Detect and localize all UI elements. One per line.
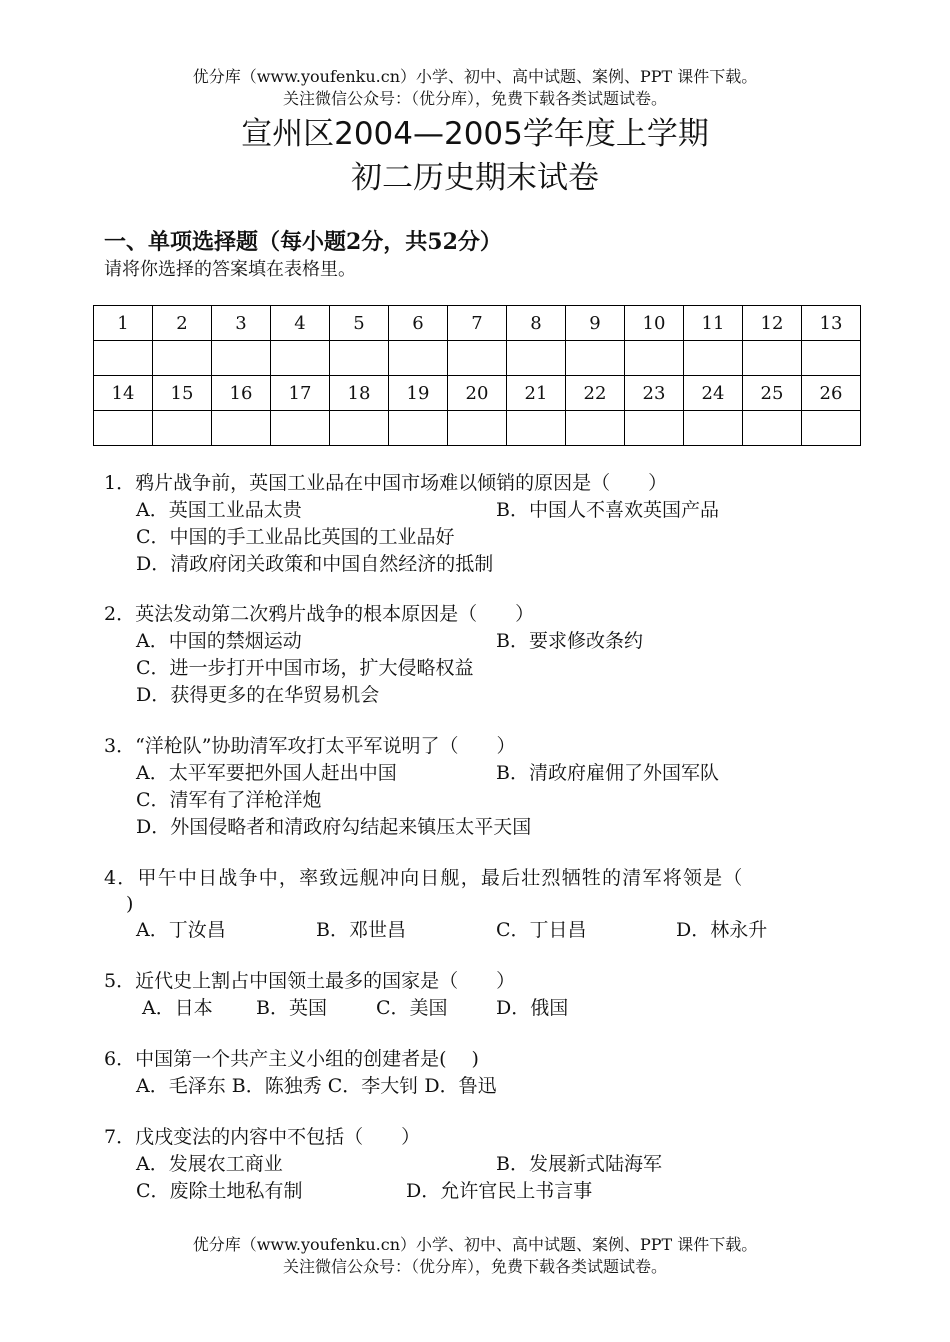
answer-cell[interactable]	[389, 341, 448, 376]
option-b: B．清政府雇佣了外国军队	[496, 762, 719, 784]
answer-number: 9	[566, 306, 625, 341]
option-a: A．中国的禁烟运动	[136, 630, 302, 652]
answer-cell[interactable]	[507, 341, 566, 376]
answer-number-row	[94, 376, 861, 411]
exam-title-line-1: 宣州区2004—2005学年度上学期	[241, 116, 709, 152]
answer-cell[interactable]	[153, 341, 212, 376]
answer-cell[interactable]	[271, 341, 330, 376]
option-b: B．英国	[256, 997, 327, 1019]
option-d: D．林永升	[676, 919, 768, 941]
footer-line-1: 优分库（www.youfenku.cn）小学、初中、高中试题、案例、PPT 课件下载。	[192, 1235, 758, 1254]
answer-number: 20	[448, 376, 507, 411]
answer-blank-row	[94, 411, 861, 446]
answer-number: 10	[625, 306, 684, 341]
option-a: A．英国工业品太贵	[136, 499, 302, 521]
answer-number: 6	[389, 306, 448, 341]
answer-cell[interactable]	[684, 341, 743, 376]
answer-number: 2	[153, 306, 212, 341]
option-a: A．太平军要把外国人赶出中国	[136, 762, 397, 784]
answer-number: 11	[684, 306, 743, 341]
option-c: C．美国	[376, 997, 448, 1019]
answer-cell[interactable]	[330, 411, 389, 446]
answer-cell[interactable]	[271, 411, 330, 446]
option-c: C．清军有了洋枪洋炮	[136, 789, 322, 811]
answer-cell[interactable]	[802, 341, 861, 376]
answer-number-row	[94, 306, 861, 341]
answer-table	[93, 305, 861, 446]
question-stem: 6．中国第一个共产主义小组的创建者是( )	[104, 1048, 479, 1070]
answer-number: 23	[625, 376, 684, 411]
answer-cell[interactable]	[566, 411, 625, 446]
answer-number: 1	[94, 306, 153, 341]
answer-number: 8	[507, 306, 566, 341]
option-c: C．中国的手工业品比英国的工业品好	[136, 526, 455, 548]
option-a: A．日本	[142, 997, 213, 1019]
answer-number: 3	[212, 306, 271, 341]
answer-cell[interactable]	[743, 341, 802, 376]
option-d: D．获得更多的在华贸易机会	[136, 684, 380, 706]
answer-number: 14	[94, 376, 153, 411]
answer-number: 24	[684, 376, 743, 411]
question-stem: 4．甲午中日战争中，率致远舰冲向日舰，最后壮烈牺牲的清军将领是（	[104, 867, 744, 889]
question-stem-continued: )	[126, 893, 134, 915]
answer-cell[interactable]	[802, 411, 861, 446]
answer-cell[interactable]	[212, 341, 271, 376]
answer-number: 22	[566, 376, 625, 411]
option-d: D．清政府闭关政策和中国自然经济的抵制	[136, 553, 494, 575]
option-a: A．发展农工商业	[136, 1153, 283, 1175]
answer-cell[interactable]	[625, 411, 684, 446]
answer-blank-row	[94, 341, 861, 376]
option-b: B．中国人不喜欢英国产品	[496, 499, 719, 521]
question-stem: 7．戊戌变法的内容中不包括（ ）	[104, 1126, 421, 1148]
answer-cell[interactable]	[448, 411, 507, 446]
question-stem: 3．“洋枪队”协助清军攻打太平军说明了（ ）	[104, 735, 516, 757]
answer-cell[interactable]	[566, 341, 625, 376]
answer-number: 18	[330, 376, 389, 411]
answer-cell[interactable]	[94, 341, 153, 376]
answer-cell[interactable]	[94, 411, 153, 446]
answer-cell[interactable]	[684, 411, 743, 446]
page-header	[0, 66, 950, 110]
option-d: D．外国侵略者和清政府勾结起来镇压太平天国	[136, 816, 532, 838]
section-title: 一、单项选择题（每小题2分，共52分）	[104, 229, 502, 255]
answer-cell[interactable]	[330, 341, 389, 376]
answer-number: 17	[271, 376, 330, 411]
question-stem: 2．英法发动第二次鸦片战争的根本原因是（ ）	[104, 603, 535, 625]
option-a: A．丁汝昌	[136, 919, 226, 941]
answer-number: 7	[448, 306, 507, 341]
option-b: B．邓世昌	[316, 919, 406, 941]
header-line-1: 优分库（www.youfenku.cn）小学、初中、高中试题、案例、PPT 课件下载。	[192, 67, 758, 86]
answer-cell[interactable]	[743, 411, 802, 446]
answer-number: 19	[389, 376, 448, 411]
options-line: A．毛泽东 B．陈独秀 C．李大钊 D．鲁迅	[136, 1075, 497, 1097]
page-footer	[0, 1234, 950, 1278]
answer-cell[interactable]	[389, 411, 448, 446]
answer-number: 15	[153, 376, 212, 411]
answer-cell[interactable]	[448, 341, 507, 376]
option-c: C．进一步打开中国市场，扩大侵略权益	[136, 657, 474, 679]
question-stem: 5．近代史上割占中国领土最多的国家是（ ）	[104, 970, 516, 992]
answer-number: 4	[271, 306, 330, 341]
option-d: D．俄国	[496, 997, 569, 1019]
answer-number: 25	[743, 376, 802, 411]
option-c: C．丁日昌	[496, 919, 587, 941]
answer-number: 13	[802, 306, 861, 341]
answer-number: 12	[743, 306, 802, 341]
answer-cell[interactable]	[212, 411, 271, 446]
option-d: D．允许官民上书言事	[406, 1180, 593, 1202]
answer-number: 21	[507, 376, 566, 411]
option-c: C．废除土地私有制	[136, 1180, 303, 1202]
exam-title-line-2: 初二历史期末试卷	[351, 160, 599, 196]
answer-cell[interactable]	[507, 411, 566, 446]
answer-number: 5	[330, 306, 389, 341]
answer-cell[interactable]	[625, 341, 684, 376]
answer-cell[interactable]	[153, 411, 212, 446]
question-stem: 1．鸦片战争前，英国工业品在中国市场难以倾销的原因是（ ）	[104, 472, 668, 494]
option-b: B．发展新式陆海军	[496, 1153, 662, 1175]
option-b: B．要求修改条约	[496, 630, 643, 652]
answer-number: 16	[212, 376, 271, 411]
footer-line-2: 关注微信公众号：（优分库），免费下载各类试题试卷。	[282, 1257, 667, 1276]
section-instruction: 请将你选择的答案填在表格里。	[104, 259, 356, 280]
header-line-2: 关注微信公众号：（优分库），免费下载各类试题试卷。	[282, 89, 667, 108]
answer-number: 26	[802, 376, 861, 411]
